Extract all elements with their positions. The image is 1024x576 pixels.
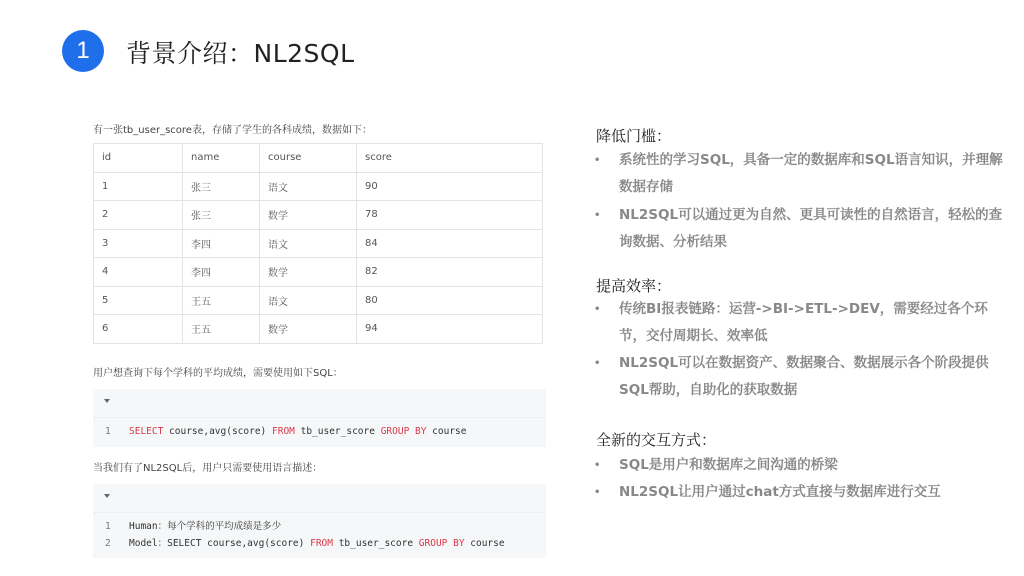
nl-code-block [93, 484, 546, 558]
column-header: id [94, 144, 183, 173]
table-intro-text: 有一张tb_user_score表，存储了学生的各科成绩，数据如下： [93, 125, 372, 136]
line-number: 1 [105, 426, 111, 437]
bullet-item [594, 147, 1004, 201]
bullet-dot: • [594, 155, 601, 166]
table-cell: 语文 [260, 229, 357, 258]
table-cell: 6 [94, 315, 183, 344]
table-row [94, 201, 543, 230]
bullet-item [594, 452, 1004, 479]
sql-keyword: GROUP BY [380, 426, 427, 437]
bullet-item [594, 350, 1004, 404]
table-row [94, 315, 543, 344]
code-text: tb_user_score [332, 538, 419, 549]
code-text: Model：SELECT course,avg(score) [129, 538, 311, 549]
code-text: course [464, 538, 505, 549]
section-title-efficiency: 提高效率： [596, 277, 672, 295]
bullet-dot: • [594, 210, 601, 221]
bullet-item [594, 296, 1004, 350]
table-cell: 语文 [260, 286, 357, 315]
table-cell: 数学 [260, 258, 357, 287]
collapse-caret-icon[interactable] [104, 399, 110, 403]
column-header: course [260, 144, 357, 173]
code-line [93, 535, 546, 552]
table-cell: 张三 [183, 201, 260, 230]
table-cell: 5 [94, 286, 183, 315]
bullet-item [594, 479, 1004, 506]
table-cell: 90 [357, 172, 543, 201]
section-number-badge: 1 [62, 30, 104, 72]
code-line [93, 423, 546, 440]
code-block-header [93, 484, 546, 513]
code-line [93, 518, 546, 535]
column-header: score [357, 144, 543, 173]
section-title-lower-barrier: 降低门槛： [596, 127, 672, 145]
table-cell: 1 [94, 172, 183, 201]
table-cell: 数学 [260, 315, 357, 344]
collapse-caret-icon[interactable] [104, 494, 110, 498]
bullet-dot: • [594, 304, 601, 315]
table-cell: 2 [94, 201, 183, 230]
table-cell: 3 [94, 229, 183, 258]
page-title: 背景介绍：NL2SQL [126, 39, 355, 68]
table-cell: 语文 [260, 172, 357, 201]
bullet-text: 系统性的学习SQL，具备一定的数据库和SQL语言知识，并理解数据存储 [619, 152, 1003, 195]
section-title-interaction: 全新的交互方式： [596, 431, 717, 449]
table-cell: 82 [357, 258, 543, 287]
code-text: course [426, 426, 467, 437]
table-cell: 李四 [183, 258, 260, 287]
bullet-text: NL2SQL让用户通过chat方式直接与数据库进行交互 [619, 484, 941, 500]
line-number: 2 [105, 538, 111, 549]
score-table [93, 143, 543, 344]
column-header: name [183, 144, 260, 173]
bullet-dot: • [594, 487, 601, 498]
table-cell: 94 [357, 315, 543, 344]
table-row [94, 258, 543, 287]
table-cell: 李四 [183, 229, 260, 258]
code-text: tb_user_score [294, 426, 381, 437]
sql-keyword: SELECT [129, 426, 164, 437]
table-cell: 80 [357, 286, 543, 315]
sql-code-block [93, 389, 546, 447]
table-cell: 王五 [183, 286, 260, 315]
sql-keyword: FROM [310, 538, 333, 549]
table-row [94, 229, 543, 258]
bullet-text: NL2SQL可以通过更为自然、更具可读性的自然语言，轻松的查询数据、分析结果 [619, 207, 1003, 250]
bullet-dot: • [594, 460, 601, 471]
code-text: course,avg(score) [163, 426, 272, 437]
table-cell: 78 [357, 201, 543, 230]
code-text: Human：每个学科的平均成绩是多少 [129, 521, 282, 532]
line-number: 1 [105, 521, 111, 532]
bullet-item [594, 202, 1004, 256]
table-cell: 数学 [260, 201, 357, 230]
table-cell: 张三 [183, 172, 260, 201]
table-cell: 84 [357, 229, 543, 258]
table-row [94, 286, 543, 315]
nl-intro-text: 当我们有了NL2SQL后，用户只需要使用语言描述： [93, 463, 323, 474]
table-row [94, 172, 543, 201]
table-cell: 王五 [183, 315, 260, 344]
code-block-header [93, 389, 546, 418]
sql-keyword: GROUP BY [418, 538, 465, 549]
bullet-dot: • [594, 358, 601, 369]
bullet-text: 传统BI报表链路：运营->BI->ETL->DEV，需要经过各个环节，交付周期长、效率低 [619, 301, 988, 344]
table-cell: 4 [94, 258, 183, 287]
sql-intro-text: 用户想查询下每个学科的平均成绩，需要使用如下SQL： [93, 368, 343, 379]
table-header-row [94, 144, 543, 173]
sql-keyword: FROM [272, 426, 295, 437]
bullet-text: SQL是用户和数据库之间沟通的桥梁 [619, 457, 838, 473]
bullet-text: NL2SQL可以在数据资产、数据聚合、数据展示各个阶段提供SQL帮助，自助化的获取数据 [619, 355, 989, 398]
